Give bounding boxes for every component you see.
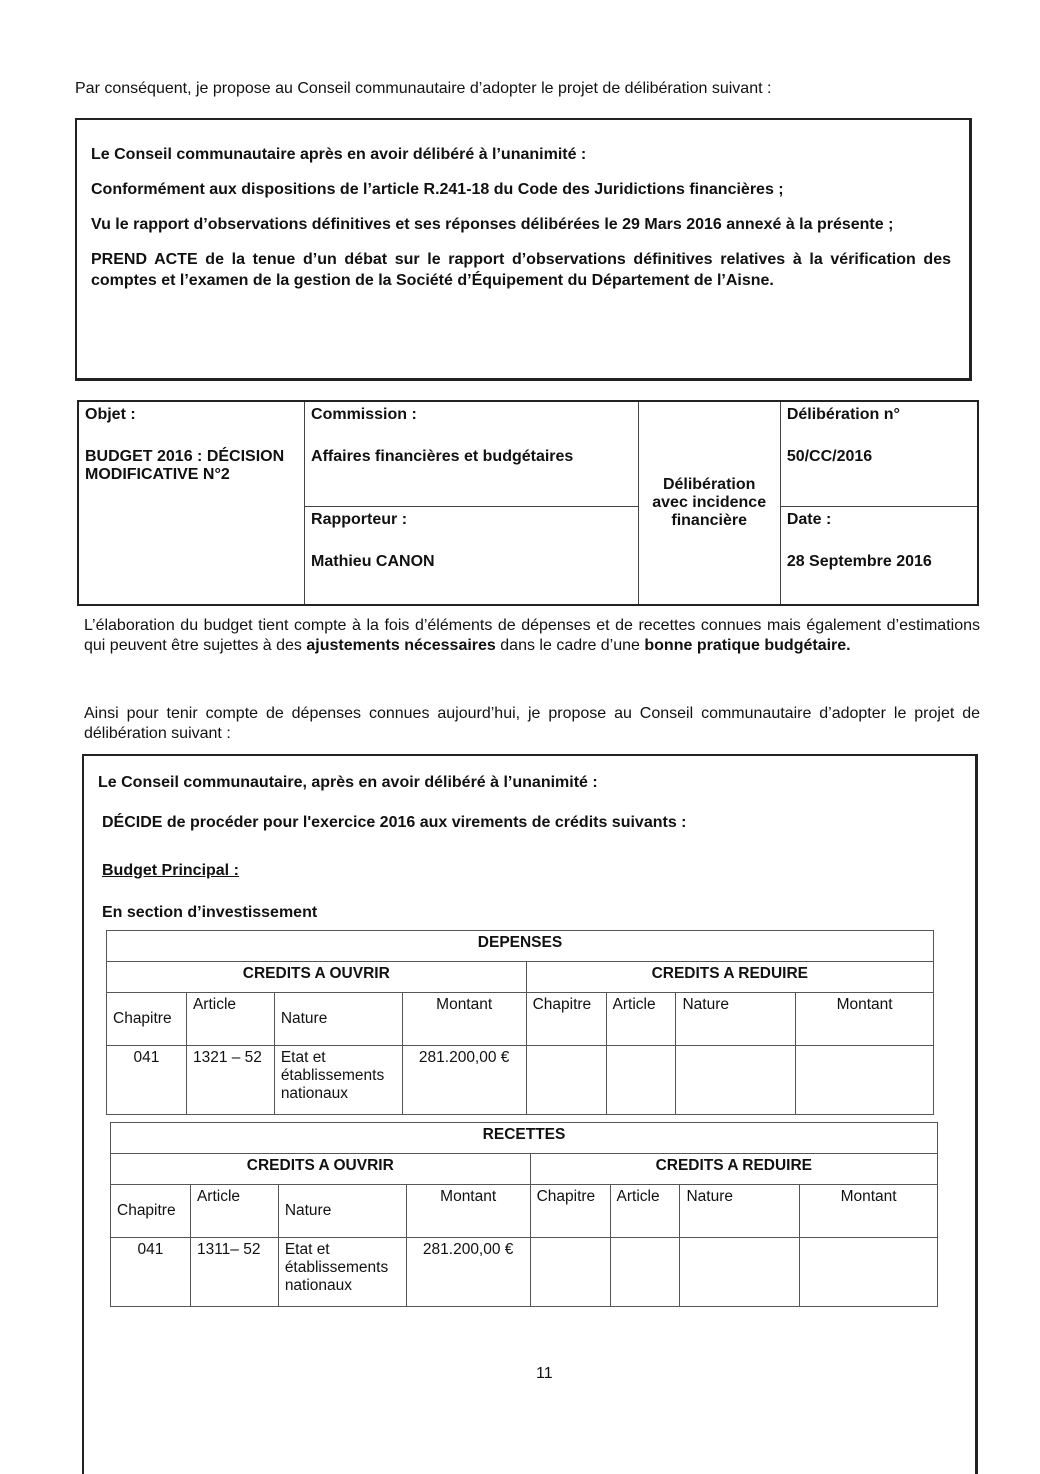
box1-p4: PREND ACTE de la tenue d’un débat sur le rapport d’observations définitives relatives à la vérification des comptes et l’examen de la gestion de la Société d’Équipement du Département de l’Aisne. — [91, 251, 951, 289]
commission-cell — [305, 401, 639, 507]
date-label: Date : — [786, 511, 832, 528]
col-header: Nature — [274, 993, 402, 1046]
table-cell: 281.200,00 € — [406, 1238, 530, 1307]
col-header: Montant — [800, 1185, 938, 1238]
budget-paragraph-bold-b: ajustements nécessaires — [306, 637, 496, 654]
col-header: Chapitre — [107, 993, 187, 1046]
table-cell: 041 — [111, 1238, 191, 1307]
table-cell — [676, 1046, 796, 1115]
deliberation-meta-table — [77, 400, 979, 606]
box1-p2: Conformément aux dispositions de l’article R.241-18 du Code des Juridictions financières ; — [91, 181, 784, 198]
col-header: Montant — [406, 1185, 530, 1238]
col-header: Chapitre — [526, 993, 606, 1046]
deliberation-number-cell — [780, 401, 978, 507]
depenses-header: DEPENSES — [107, 931, 934, 962]
table-cell — [796, 1046, 934, 1115]
rapporteur-cell — [305, 507, 639, 606]
proposal-paragraph: Ainsi pour tenir compte de dépenses connues aujourd’hui, je propose au Conseil communautaire d’adopter le projet de délibération suivant : — [84, 705, 980, 742]
table-cell — [800, 1238, 938, 1307]
col-header: Article — [606, 993, 676, 1046]
commission-label: Commission : — [311, 406, 417, 423]
incidence-cell: Délibération avec incidence financière — [638, 401, 780, 605]
recettes-header: RECETTES — [111, 1123, 938, 1154]
page-number: 11 — [536, 1365, 553, 1382]
box2-p2: DÉCIDE de procéder pour l'exercice 2016 aux virements de crédits suivants : — [102, 814, 687, 831]
col-header: Chapitre — [111, 1185, 191, 1238]
table-cell: Etat et établissements nationaux — [274, 1046, 402, 1115]
date-cell — [780, 507, 978, 606]
date-value: 28 Septembre 2016 — [786, 553, 932, 570]
col-header: Montant — [796, 993, 934, 1046]
col-header: Nature — [278, 1185, 406, 1238]
deliberation-box-1 — [75, 118, 972, 381]
recettes-table — [110, 1122, 938, 1307]
col-header: Montant — [402, 993, 526, 1046]
budget-paragraph-part-a: L’élaboration du budget tient compte à la fois d’éléments de dépenses et de recettes connues mais également d’estimations qui peuvent être sujettes à des — [84, 617, 980, 654]
budget-paragraph-part-c: dans le cadre d’une — [495, 637, 645, 654]
table-cell — [680, 1238, 800, 1307]
commission-value: Affaires financières et budgétaires — [311, 448, 574, 465]
table-cell — [610, 1238, 680, 1307]
col-header: Chapitre — [530, 1185, 610, 1238]
rapporteur-label: Rapporteur : — [311, 511, 408, 528]
table-cell: 281.200,00 € — [402, 1046, 526, 1115]
rapporteur-value: Mathieu CANON — [311, 553, 435, 570]
col-header: Article — [186, 993, 274, 1046]
budget-paragraph-bold-d: bonne pratique budgétaire. — [644, 637, 851, 654]
table-cell: 1311– 52 — [190, 1238, 278, 1307]
box2-p4: En section d’investissement — [102, 904, 318, 921]
table-cell — [526, 1046, 606, 1115]
col-header: Nature — [676, 993, 796, 1046]
deliberation-value: 50/CC/2016 — [786, 448, 873, 465]
col-header: Nature — [680, 1185, 800, 1238]
box1-p1: Le Conseil communautaire après en avoir délibéré à l’unanimité : — [91, 146, 587, 163]
box2-p1: Le Conseil communautaire, après en avoir délibéré à l’unanimité : — [98, 774, 598, 791]
table-cell: Etat et établissements nationaux — [278, 1238, 406, 1307]
box1-p3: Vu le rapport d’observations définitives et ses réponses délibérées le 29 Mars 2016 annexé à la présente ; — [91, 216, 894, 233]
objet-cell — [78, 401, 305, 605]
intro-text: Par conséquent, je propose au Conseil communautaire d’adopter le projet de délibération suivant : — [75, 80, 772, 97]
table-cell: 1321 – 52 — [186, 1046, 274, 1115]
table-cell: 041 — [107, 1046, 187, 1115]
depenses-table — [106, 930, 934, 1115]
recettes-reduire-header: CREDITS A REDUIRE — [530, 1154, 937, 1185]
objet-value: BUDGET 2016 : DÉCISION MODIFICATIVE N°2 — [85, 448, 285, 483]
col-header: Article — [610, 1185, 680, 1238]
col-header: Article — [190, 1185, 278, 1238]
budget-paragraph — [84, 616, 980, 656]
table-cell — [530, 1238, 610, 1307]
objet-label: Objet : — [85, 406, 136, 423]
recettes-ouvrir-header: CREDITS A OUVRIR — [111, 1154, 531, 1185]
table-cell — [606, 1046, 676, 1115]
depenses-ouvrir-header: CREDITS A OUVRIR — [107, 962, 527, 993]
depenses-reduire-header: CREDITS A REDUIRE — [526, 962, 933, 993]
box2-p3: Budget Principal : — [102, 862, 239, 879]
deliberation-box-2 — [82, 754, 978, 1474]
deliberation-label: Délibération n° — [786, 406, 900, 423]
